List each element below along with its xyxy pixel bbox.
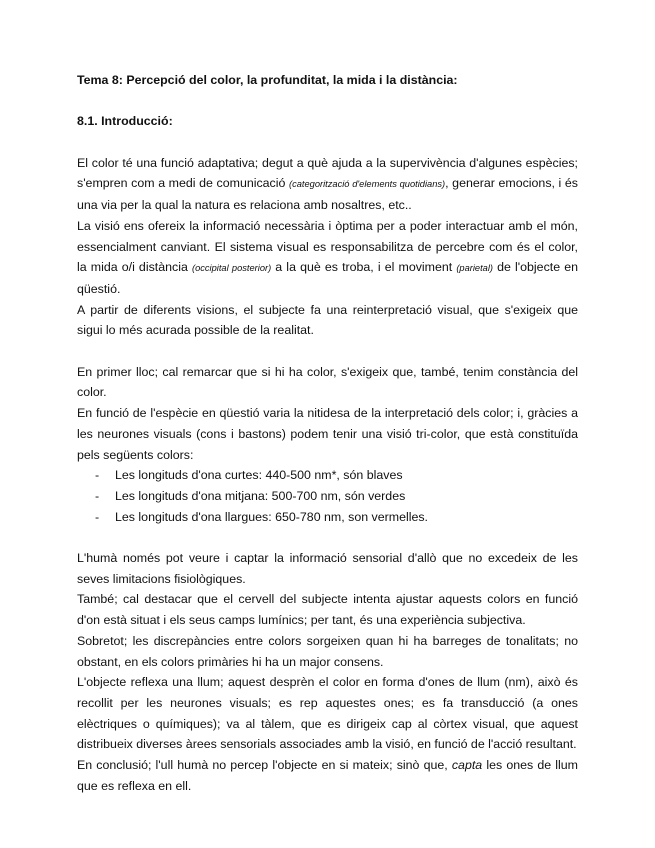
list-item [77, 486, 578, 507]
list-item-text: Les longituds d'ona mitjana: 500-700 nm, són verdes [115, 488, 406, 503]
list-item [77, 507, 578, 528]
spacer [77, 91, 578, 112]
emphasis: capta [451, 758, 483, 773]
dash-bullet: - [95, 509, 100, 524]
paragraph-intro [77, 153, 578, 216]
list-item [77, 465, 578, 486]
text-run: En conclusió; l'ull humà no percep l'objecte en si mateix; sinò que, [77, 758, 452, 773]
dash-bullet: - [95, 468, 100, 483]
paragraph-discrepancies: Sobretot; les discrepàncies entre colors sorgeixen quan hi ha barreges de tonalitats; no obstant, en els colors primàries hi ha un major consens. [77, 633, 578, 669]
paragraph-tricolor: En funció de l'espècie en qüestió varia la nitidesa de la interpretació dels color; i, gràcies a les neurones visuals (cons i bastons) podem tenir una visió tri-color, que està constituïda pels següents colors: [77, 406, 578, 462]
document-page [77, 70, 578, 797]
paragraph-conclusion [77, 755, 578, 796]
text-run: , generar emocions, i és una via per la qual la natura es relaciona amb nosaltres, etc.. [77, 176, 579, 213]
section-heading: 8.1. Introducció: [77, 114, 173, 129]
paragraph-vision [77, 216, 578, 300]
spacer [77, 341, 578, 362]
paragraph-brain-adjust: També; cal destacar que el cervell del subjecte intenta ajustar aquests colors en funció d'on està situat i els seus camps lumínics; per tant, és una experiència subjectiva. [77, 592, 578, 628]
paragraph-limitations: L'humà només pot veure i captar la informació sensorial d'allò que no excedeix de les seves limitacions fisiològiques. [77, 551, 578, 586]
text-run: El color té una funció adaptativa; degut a què ajuda a la supervivència d'algunes espècies; s'empren com a medi de comunicació [77, 155, 578, 191]
text-run: La visió ens ofereix la informació necessària i òptima per a poder interactuar amb el món, essencialment canviant. El sistema visual es responsabilitza de percebre com és el color, la mida o/i distància [77, 218, 578, 275]
text-run: a la què es troba, i el moviment [271, 260, 457, 275]
paragraph-constancy: En primer lloc; cal remarcar que si hi ha color, s'exigeix que, també, tenim constància del color. [77, 364, 578, 400]
inline-note: (occipital posterior) [191, 263, 272, 274]
paragraph-reinterpretation: A partir de diferents visions, el subjecte fa una reinterpretació visual, que s'exigeix que sigui lo més acurada possible de la realitat. [77, 302, 578, 338]
inline-note: (categorització d'elements quotidians) [289, 179, 446, 190]
text-run: les ones de llum que es reflexa en ell. [77, 758, 578, 793]
inline-note: (parietal) [456, 263, 494, 274]
spacer [77, 527, 578, 548]
spacer [77, 132, 578, 153]
list-item-text: Les longituds d'ona curtes: 440-500 nm*, són blaves [115, 468, 403, 483]
document-title: Tema 8: Percepció del color, la profunditat, la mida i la distància: [77, 73, 458, 87]
list-item-text: Les longituds d'ona llargues: 650-780 nm, son vermelles. [115, 509, 429, 524]
dash-bullet: - [95, 488, 100, 503]
wavelength-list [77, 465, 578, 527]
text-run: de l'objecte en qüestió. [77, 260, 579, 296]
paragraph-light-process: L'objecte reflexa una llum; aquest desprèn el color en forma d'ones de llum (nm), això és recollit per les neurones visuals; es rep aquestes ones; es fa transducció (a ones elèctriques o químiques); va al tàlem, que es dirigeix cap al còrtex visual, que aquest distribueix diverses àrees sensorials associades amb la visió, en funció de l'acció resultant. [77, 675, 578, 752]
